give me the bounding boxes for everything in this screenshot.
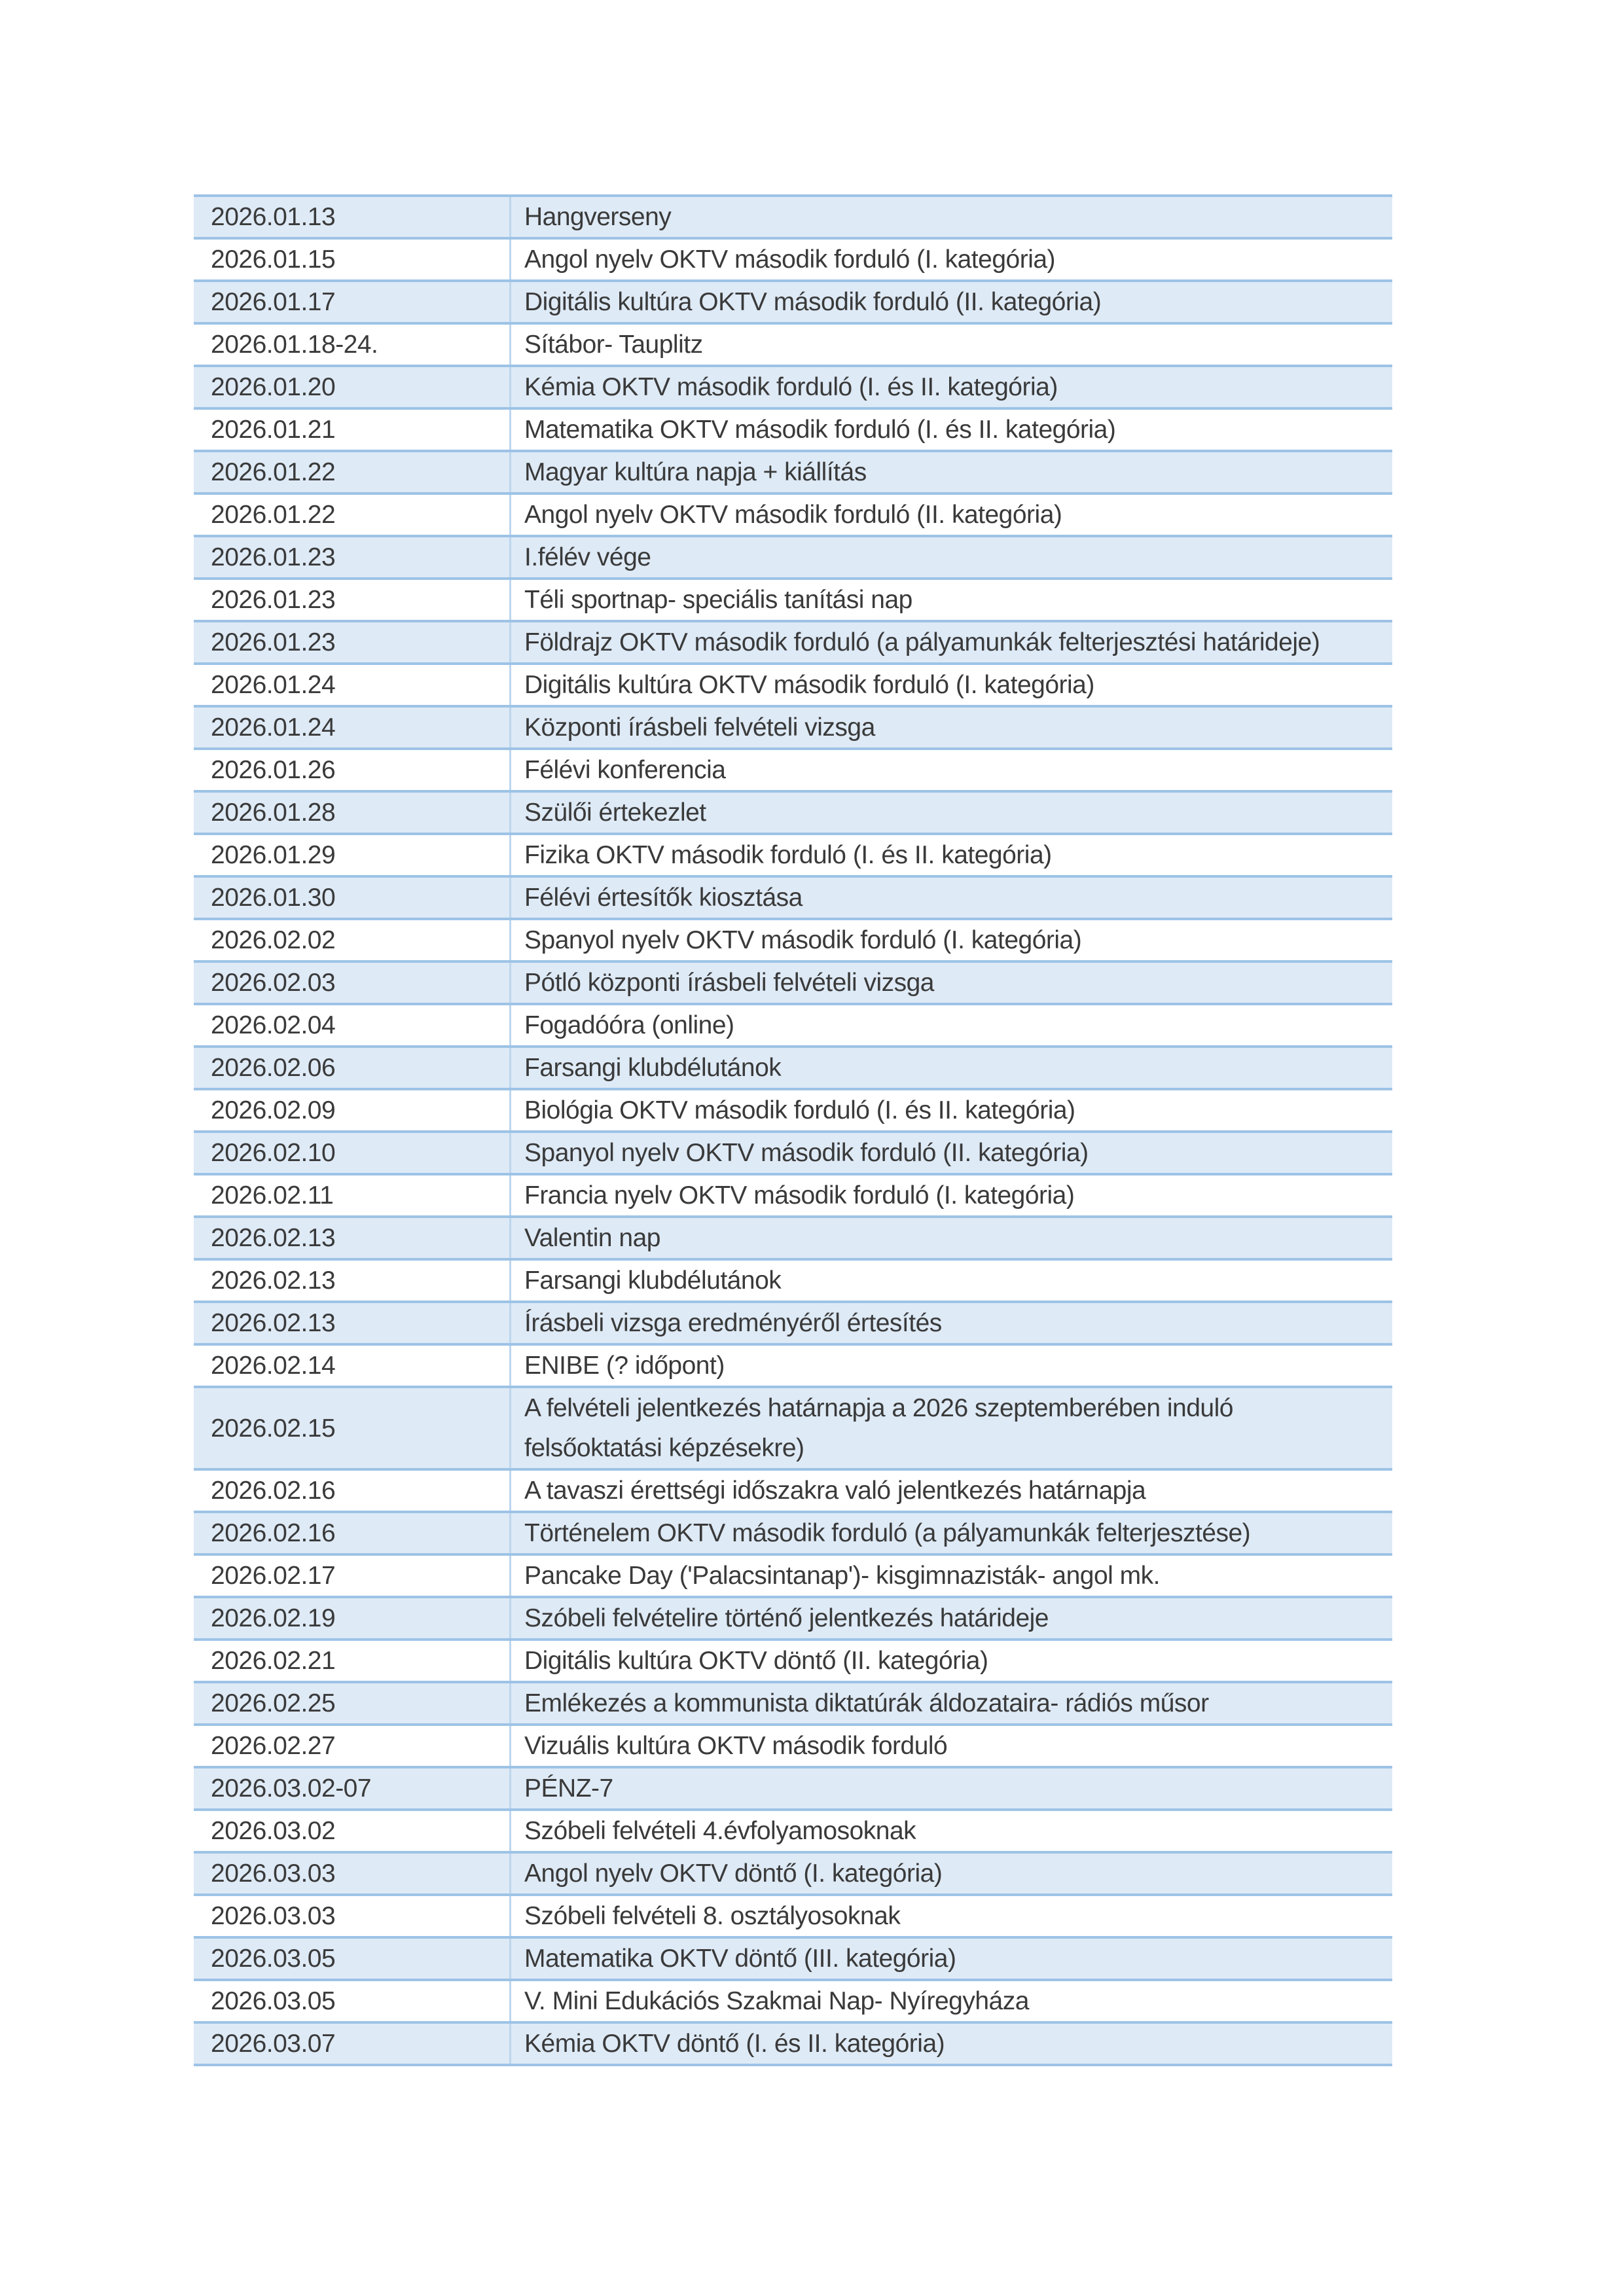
event-cell: Fogadóóra (online) <box>511 1004 1393 1047</box>
event-cell: Szóbeli felvételire történő jelentkezés határideje <box>511 1597 1393 1640</box>
table-row <box>194 1469 1392 1512</box>
event-cell: Pancake Day ('Palacsintanap')- kisgimnazisták- angol mk. <box>511 1554 1393 1597</box>
table-row <box>194 536 1392 579</box>
date-cell: 2026.02.03 <box>194 961 511 1004</box>
event-cell: Digitális kultúra OKTV második forduló (I. kategória) <box>511 664 1393 706</box>
date-cell: 2026.01.29 <box>194 834 511 876</box>
table-row <box>194 238 1392 281</box>
table-row <box>194 1387 1392 1469</box>
event-cell: Digitális kultúra OKTV döntő (II. kategória) <box>511 1640 1393 1682</box>
event-cell: Írásbeli vizsga eredményéről értesítés <box>511 1302 1393 1344</box>
date-cell: 2026.01.26 <box>194 749 511 791</box>
event-cell: Matematika OKTV döntő (III. kategória) <box>511 1937 1393 1980</box>
event-cell: Szóbeli felvételi 8. osztályosoknak <box>511 1895 1393 1937</box>
date-cell: 2026.01.17 <box>194 281 511 323</box>
event-cell: Földrajz OKTV második forduló (a pályamunkák felterjesztési határideje) <box>511 621 1393 664</box>
event-cell: Téli sportnap- speciális tanítási nap <box>511 579 1393 621</box>
table-row <box>194 579 1392 621</box>
date-cell: 2026.02.11 <box>194 1174 511 1217</box>
event-cell: Szóbeli felvételi 4.évfolyamosoknak <box>511 1810 1393 1852</box>
event-cell: Központi írásbeli felvételi vizsga <box>511 706 1393 749</box>
table-row <box>194 1344 1392 1387</box>
date-cell: 2026.03.07 <box>194 2022 511 2065</box>
date-cell: 2026.01.23 <box>194 579 511 621</box>
table-row <box>194 706 1392 749</box>
calendar-table-body <box>194 196 1392 2065</box>
table-row <box>194 1682 1392 1725</box>
event-cell: I.félév vége <box>511 536 1393 579</box>
table-row <box>194 1725 1392 1767</box>
calendar-table <box>194 194 1392 2066</box>
table-row <box>194 1810 1392 1852</box>
event-cell: Angol nyelv OKTV második forduló (I. kategória) <box>511 238 1393 281</box>
table-row <box>194 1174 1392 1217</box>
event-cell: Szülői értekezlet <box>511 791 1393 834</box>
event-cell: Félévi konferencia <box>511 749 1393 791</box>
event-cell: Digitális kultúra OKTV második forduló (II. kategória) <box>511 281 1393 323</box>
date-cell: 2026.01.30 <box>194 876 511 919</box>
table-row <box>194 1512 1392 1554</box>
table-row <box>194 366 1392 408</box>
date-cell: 2026.01.23 <box>194 621 511 664</box>
event-cell: Farsangi klubdélutánok <box>511 1259 1393 1302</box>
date-cell: 2026.03.03 <box>194 1895 511 1937</box>
table-row <box>194 1937 1392 1980</box>
date-cell: 2026.02.25 <box>194 1682 511 1725</box>
date-cell: 2026.03.02-07 <box>194 1767 511 1810</box>
date-cell: 2026.03.05 <box>194 1980 511 2022</box>
date-cell: 2026.02.16 <box>194 1512 511 1554</box>
table-row <box>194 876 1392 919</box>
date-cell: 2026.01.13 <box>194 196 511 238</box>
date-cell: 2026.02.15 <box>194 1387 511 1469</box>
date-cell: 2026.02.17 <box>194 1554 511 1597</box>
table-row <box>194 1004 1392 1047</box>
table-row <box>194 1089 1392 1132</box>
date-cell: 2026.01.18-24. <box>194 323 511 366</box>
table-row <box>194 1047 1392 1089</box>
table-row <box>194 196 1392 238</box>
table-row <box>194 919 1392 961</box>
table-row <box>194 2022 1392 2065</box>
table-row <box>194 1217 1392 1259</box>
date-cell: 2026.02.27 <box>194 1725 511 1767</box>
date-cell: 2026.01.23 <box>194 536 511 579</box>
event-cell: Fizika OKTV második forduló (I. és II. kategória) <box>511 834 1393 876</box>
date-cell: 2026.01.28 <box>194 791 511 834</box>
date-cell: 2026.03.03 <box>194 1852 511 1895</box>
table-row <box>194 323 1392 366</box>
table-row <box>194 1302 1392 1344</box>
table-row <box>194 1554 1392 1597</box>
date-cell: 2026.01.15 <box>194 238 511 281</box>
event-cell: Kémia OKTV döntő (I. és II. kategória) <box>511 2022 1393 2065</box>
date-cell: 2026.02.06 <box>194 1047 511 1089</box>
event-cell: A felvételi jelentkezés határnapja a 2026 szeptemberében induló felsőoktatási képzésekre) <box>511 1387 1393 1469</box>
table-row <box>194 749 1392 791</box>
event-cell: Biológia OKTV második forduló (I. és II. kategória) <box>511 1089 1393 1132</box>
event-cell: Kémia OKTV második forduló (I. és II. kategória) <box>511 366 1393 408</box>
date-cell: 2026.02.19 <box>194 1597 511 1640</box>
event-cell: Vizuális kultúra OKTV második forduló <box>511 1725 1393 1767</box>
event-cell: Angol nyelv OKTV döntő (I. kategória) <box>511 1852 1393 1895</box>
date-cell: 2026.01.24 <box>194 706 511 749</box>
table-row <box>194 493 1392 536</box>
date-cell: 2026.01.21 <box>194 408 511 451</box>
table-row <box>194 791 1392 834</box>
event-cell: Matematika OKTV második forduló (I. és II. kategória) <box>511 408 1393 451</box>
date-cell: 2026.01.24 <box>194 664 511 706</box>
date-cell: 2026.01.22 <box>194 493 511 536</box>
date-cell: 2026.03.02 <box>194 1810 511 1852</box>
event-cell: Francia nyelv OKTV második forduló (I. kategória) <box>511 1174 1393 1217</box>
table-row <box>194 961 1392 1004</box>
event-cell: V. Mini Edukációs Szakmai Nap- Nyíregyháza <box>511 1980 1393 2022</box>
event-cell: Emlékezés a kommunista diktatúrák áldozataira- rádiós műsor <box>511 1682 1393 1725</box>
date-cell: 2026.02.21 <box>194 1640 511 1682</box>
table-row <box>194 1640 1392 1682</box>
event-cell: Pótló központi írásbeli felvételi vizsga <box>511 961 1393 1004</box>
table-row <box>194 1767 1392 1810</box>
date-cell: 2026.01.20 <box>194 366 511 408</box>
table-row <box>194 664 1392 706</box>
event-cell: Angol nyelv OKTV második forduló (II. kategória) <box>511 493 1393 536</box>
table-row <box>194 1980 1392 2022</box>
event-cell: PÉNZ-7 <box>511 1767 1393 1810</box>
date-cell: 2026.02.10 <box>194 1132 511 1174</box>
date-cell: 2026.02.13 <box>194 1259 511 1302</box>
event-cell: Spanyol nyelv OKTV második forduló (I. kategória) <box>511 919 1393 961</box>
date-cell: 2026.02.14 <box>194 1344 511 1387</box>
date-cell: 2026.02.16 <box>194 1469 511 1512</box>
event-cell: A tavaszi érettségi időszakra való jelentkezés határnapja <box>511 1469 1393 1512</box>
table-row <box>194 1259 1392 1302</box>
table-row <box>194 1132 1392 1174</box>
date-cell: 2026.02.02 <box>194 919 511 961</box>
date-cell: 2026.02.04 <box>194 1004 511 1047</box>
event-cell: ENIBE (? időpont) <box>511 1344 1393 1387</box>
date-cell: 2026.02.13 <box>194 1302 511 1344</box>
table-row <box>194 621 1392 664</box>
event-cell: Spanyol nyelv OKTV második forduló (II. kategória) <box>511 1132 1393 1174</box>
date-cell: 2026.02.09 <box>194 1089 511 1132</box>
date-cell: 2026.02.13 <box>194 1217 511 1259</box>
date-cell: 2026.01.22 <box>194 451 511 493</box>
event-cell: Félévi értesítők kiosztása <box>511 876 1393 919</box>
table-row <box>194 1895 1392 1937</box>
table-row <box>194 1597 1392 1640</box>
table-row <box>194 1852 1392 1895</box>
event-cell: Farsangi klubdélutánok <box>511 1047 1393 1089</box>
table-row <box>194 834 1392 876</box>
table-row <box>194 451 1392 493</box>
event-cell: Hangverseny <box>511 196 1393 238</box>
event-cell: Történelem OKTV második forduló (a pályamunkák felterjesztése) <box>511 1512 1393 1554</box>
table-row <box>194 408 1392 451</box>
event-cell: Magyar kultúra napja + kiállítás <box>511 451 1393 493</box>
event-cell: Sítábor- Tauplitz <box>511 323 1393 366</box>
table-row <box>194 281 1392 323</box>
event-cell: Valentin nap <box>511 1217 1393 1259</box>
date-cell: 2026.03.05 <box>194 1937 511 1980</box>
